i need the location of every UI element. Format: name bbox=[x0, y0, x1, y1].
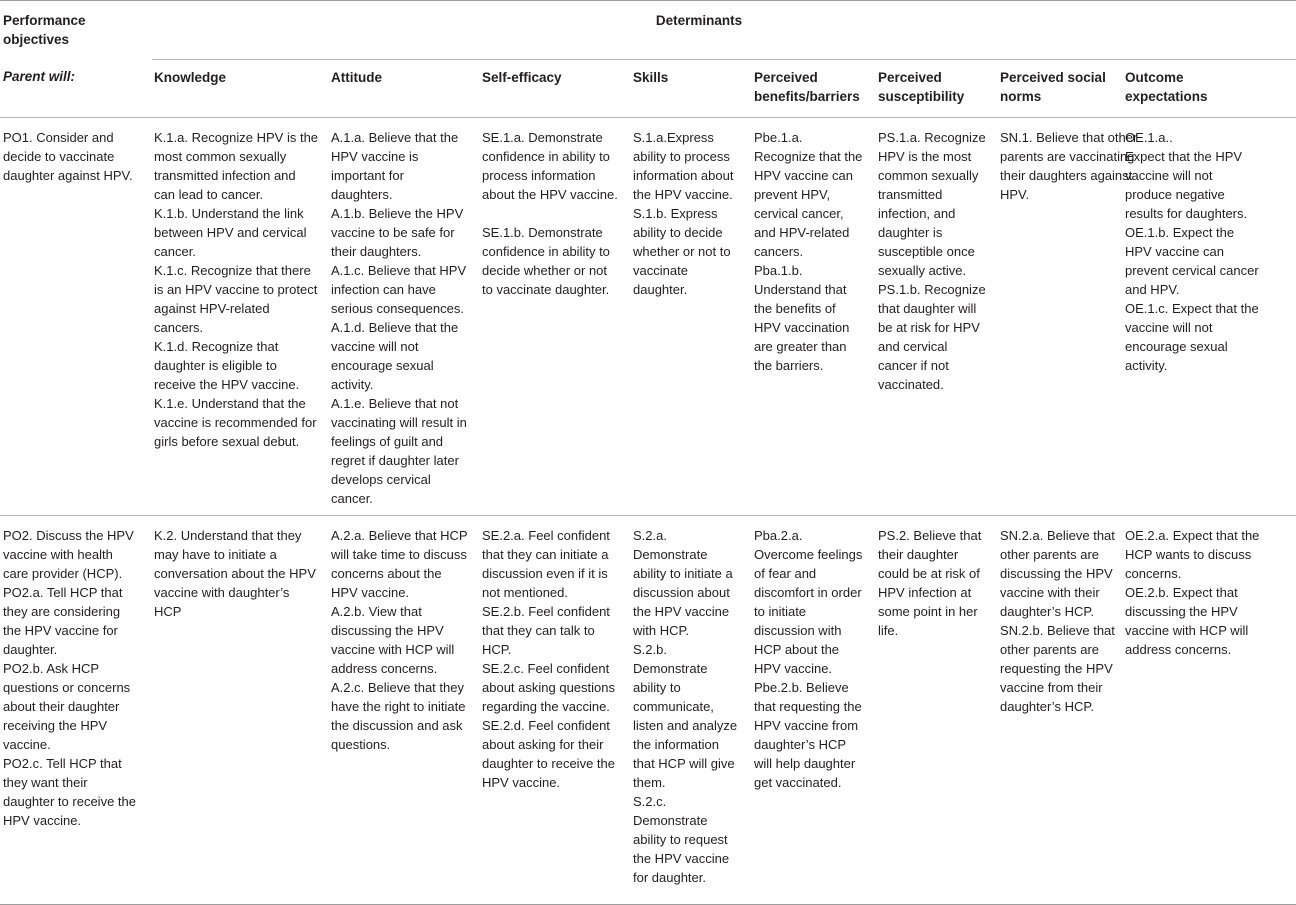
cell-line: the benefits of bbox=[754, 301, 836, 316]
cell-line: vaccine will not bbox=[1125, 320, 1213, 335]
cell-line: they are considering bbox=[3, 604, 121, 619]
cell-line: life. bbox=[878, 623, 899, 638]
cell-line: questions. bbox=[331, 737, 391, 752]
cell-line: produce negative bbox=[1125, 187, 1225, 202]
cell-line: PO2.b. Ask HCP bbox=[3, 661, 100, 676]
cell-line: the HPV vaccine bbox=[633, 604, 730, 619]
cell-line: daughter. bbox=[633, 282, 688, 297]
cell-line: the HPV vaccine. bbox=[633, 187, 733, 202]
cell-line: cancer. bbox=[154, 244, 196, 259]
cell-line: discussing the HPV bbox=[331, 623, 444, 638]
cell-line: information about bbox=[633, 168, 734, 183]
self-efficacy-cell bbox=[482, 118, 633, 516]
cell-line: Pba.2.a. bbox=[754, 528, 803, 543]
cell-line: confidence in ability to bbox=[482, 149, 610, 164]
cell-line: could be at risk of bbox=[878, 566, 980, 581]
cell-line: HCP bbox=[154, 604, 182, 619]
cell-line: A.1.c. Believe that HPV bbox=[331, 263, 467, 278]
cell-line: conversation about the HPV bbox=[154, 566, 316, 581]
cell-line: SE.1.b. Demonstrate bbox=[482, 225, 603, 240]
cell-line: A.2.b. View that bbox=[331, 604, 422, 619]
cell-line: parents are vaccinating bbox=[1000, 149, 1135, 164]
cell-line: encourage sexual bbox=[331, 358, 434, 373]
outcome-expectations-header: Outcome expectations bbox=[1125, 59, 1296, 118]
cell-line: vaccine from their bbox=[1000, 680, 1103, 695]
cell-line: activity. bbox=[1125, 358, 1168, 373]
cell-line: the HPV vaccine for bbox=[3, 623, 118, 638]
susceptibility-cell bbox=[878, 516, 1000, 905]
cell-line: requesting the HPV bbox=[1000, 661, 1113, 676]
cell-line: will take time to discuss bbox=[331, 547, 467, 562]
cell-line: SN.1. Believe that other bbox=[1000, 130, 1138, 145]
cell-line: SE.2.d. Feel confident bbox=[482, 718, 610, 733]
cell-line: decide whether or not bbox=[482, 263, 608, 278]
cell-line: HCP about the bbox=[754, 642, 840, 657]
cell-line: may have to initiate a bbox=[154, 547, 277, 562]
cell-line: for daughter. bbox=[633, 870, 706, 885]
cell-line: cancer. bbox=[331, 491, 373, 506]
cell-line: discussion even if it is bbox=[482, 566, 608, 581]
cell-line: most common sexually bbox=[154, 149, 287, 164]
social-norms-cell bbox=[1000, 118, 1138, 516]
cell-line: between HPV and cervical bbox=[154, 225, 307, 240]
cell-line: to initiate bbox=[754, 604, 807, 619]
cell-line: transmitted infection and bbox=[154, 168, 296, 183]
cell-line: S.1.b. Express bbox=[633, 206, 718, 221]
cell-line: the discussion and ask bbox=[331, 718, 463, 733]
cell-line: S.2.a. bbox=[633, 528, 667, 543]
cell-line: and HPV-related bbox=[754, 225, 850, 240]
cell-line: A.1.e. Believe that not bbox=[331, 396, 459, 411]
cell-line: A.1.d. Believe that the bbox=[331, 320, 459, 335]
cell-line: K.1.b. Understand the link bbox=[154, 206, 304, 221]
cell-line: some point in her bbox=[878, 604, 978, 619]
cell-line: PO1. Consider and bbox=[3, 130, 114, 145]
benefits-barriers-cell bbox=[754, 118, 878, 516]
cell-line: address concerns. bbox=[331, 661, 438, 676]
cell-line: SE.2.a. Feel confident bbox=[482, 528, 610, 543]
cell-line: daughter against HPV. bbox=[3, 168, 133, 183]
cell-line: their daughters against bbox=[1000, 168, 1133, 183]
perceived-susceptibility-header: Perceived susceptibility bbox=[878, 59, 1000, 118]
cell-line: Pbe.1.a. bbox=[754, 130, 803, 145]
cell-line: cervical cancer, bbox=[754, 206, 844, 221]
cell-line: Demonstrate bbox=[633, 813, 708, 828]
cell-line: to vaccinate daughter. bbox=[482, 282, 610, 297]
cell-line: vaccinate bbox=[633, 263, 688, 278]
cell-line: K.1.e. Understand that the bbox=[154, 396, 306, 411]
cell-line: daughter is eligible to bbox=[154, 358, 277, 373]
cell-line: HPV vaccine from bbox=[754, 718, 859, 733]
cell-line: A.2.c. Believe that they bbox=[331, 680, 464, 695]
cell-line: them. bbox=[633, 775, 666, 790]
cell-line: daughter’s HCP. bbox=[1000, 699, 1094, 714]
cell-line: OE.1.a.. bbox=[1125, 130, 1173, 145]
cell-line: important for bbox=[331, 168, 404, 183]
cell-line: ability to bbox=[633, 680, 681, 695]
table-row bbox=[0, 118, 1296, 516]
skills-header: Skills bbox=[633, 59, 754, 118]
cell-line: Overcome feelings bbox=[754, 547, 863, 562]
cell-line: develops cervical bbox=[331, 472, 431, 487]
cell-line: Pba.1.b. bbox=[754, 263, 803, 278]
cell-line: that daughter will bbox=[878, 301, 977, 316]
cell-line: concerns. bbox=[1125, 566, 1182, 581]
cell-line: and cervical bbox=[878, 339, 948, 354]
cell-line: K.1.a. Recognize HPV is the bbox=[154, 130, 319, 145]
cell-line: OE.2.a. Expect that the bbox=[1125, 528, 1260, 543]
susceptibility-cell bbox=[878, 118, 1000, 516]
cell-line: SN.2.b. Believe that bbox=[1000, 623, 1115, 638]
cell-line: prevent cervical cancer bbox=[1125, 263, 1259, 278]
cell-line: OE.2.b. Expect that bbox=[1125, 585, 1238, 600]
cell-line: infection can have bbox=[331, 282, 436, 297]
cell-line: SE.1.a. Demonstrate bbox=[482, 130, 603, 145]
cell-line: cancers. bbox=[154, 320, 204, 335]
cell-line: whether or not to bbox=[633, 244, 731, 259]
cell-line: transmitted bbox=[878, 187, 943, 202]
cell-line: OE.1.c. Expect that the bbox=[1125, 301, 1259, 316]
cell-line: PS.2. Believe that bbox=[878, 528, 982, 543]
cell-line: HPV vaccine can bbox=[754, 168, 853, 183]
cell-line: are greater than bbox=[754, 339, 847, 354]
cell-line: S.2.c. bbox=[633, 794, 667, 809]
cell-line: discomfort in order bbox=[754, 585, 862, 600]
cell-line: HPV infection at bbox=[878, 585, 972, 600]
cell-line: cancer if not bbox=[878, 358, 949, 373]
table-row bbox=[0, 516, 1296, 905]
cell-line: vaccinating will result in bbox=[331, 415, 467, 430]
cell-line: the HPV vaccine bbox=[633, 851, 730, 866]
cell-line: other parents are bbox=[1000, 547, 1100, 562]
perceived-social-norms-header: Perceived social norms bbox=[1000, 59, 1125, 118]
cell-line: HPV vaccine. bbox=[482, 775, 561, 790]
cell-line: HPV is the most bbox=[878, 149, 972, 164]
cell-line: HPV. bbox=[1000, 187, 1030, 202]
cell-line: the barriers. bbox=[754, 358, 824, 373]
cell-line: confidence in ability to bbox=[482, 244, 610, 259]
cell-line: Demonstrate bbox=[633, 661, 708, 676]
cell-line: Pbe.2.b. Believe bbox=[754, 680, 849, 695]
cell-line: Expect that the HPV bbox=[1125, 149, 1243, 164]
cell-line: regret if daughter later bbox=[331, 453, 459, 468]
cell-line: PO2.a. Tell HCP that bbox=[3, 585, 123, 600]
cell-line: ability to process bbox=[633, 149, 730, 164]
cell-line: PO2. Discuss the HPV bbox=[3, 528, 134, 543]
cell-line bbox=[482, 204, 633, 223]
determinants-header: Determinants bbox=[152, 1, 1296, 60]
cell-line: Recognize that the bbox=[754, 149, 863, 164]
performance-objectives-header: Performance objectives bbox=[0, 1, 152, 60]
cell-line: PS.1.b. Recognize bbox=[878, 282, 986, 297]
cell-line: process information bbox=[482, 168, 596, 183]
objective-cell bbox=[0, 118, 152, 516]
cell-line: discussing the HPV bbox=[1000, 566, 1113, 581]
attitude-cell bbox=[331, 516, 482, 905]
cell-line: listen and analyze bbox=[633, 718, 738, 733]
attitude-header: Attitude bbox=[331, 59, 482, 118]
cell-line: that requesting the bbox=[754, 699, 862, 714]
cell-line: the information bbox=[633, 737, 719, 752]
cell-line: prevent HPV, bbox=[754, 187, 831, 202]
self-efficacy-cell bbox=[482, 516, 633, 905]
cell-line: HPV vaccine. bbox=[3, 813, 82, 828]
cell-line: other parents are bbox=[1000, 642, 1100, 657]
cell-line: HCP. bbox=[482, 642, 512, 657]
cell-line: serious consequences. bbox=[331, 301, 464, 316]
cell-line: concerns about the bbox=[331, 566, 442, 581]
cell-line: encourage sexual bbox=[1125, 339, 1228, 354]
cell-line: A.1.b. Believe the HPV bbox=[331, 206, 464, 221]
objective-cell bbox=[0, 516, 152, 905]
cell-line: cancers. bbox=[754, 244, 804, 259]
cell-line: vaccine with HCP will bbox=[1125, 623, 1249, 638]
cell-line: A.1.a. Believe that the bbox=[331, 130, 459, 145]
cell-line: results for daughters. bbox=[1125, 206, 1248, 221]
cell-line: PS.1.a. Recognize bbox=[878, 130, 986, 145]
cell-line: daughter. bbox=[3, 642, 58, 657]
cell-line: girls before sexual debut. bbox=[154, 434, 300, 449]
parent-will-header: Parent will: bbox=[3, 69, 76, 84]
cell-line: receive the HPV vaccine. bbox=[154, 377, 300, 392]
outcome-cell bbox=[1125, 516, 1296, 905]
cell-line: HCP wants to discuss bbox=[1125, 547, 1252, 562]
cell-line: regarding the vaccine. bbox=[482, 699, 610, 714]
knowledge-cell bbox=[152, 118, 331, 516]
cell-line: S.2.b. bbox=[633, 642, 667, 657]
cell-line: is an HPV vaccine to protect bbox=[154, 282, 318, 297]
cell-line: sexually active. bbox=[878, 263, 967, 278]
cell-line: that HCP will give bbox=[633, 756, 735, 771]
cell-line: ability to decide bbox=[633, 225, 723, 240]
cell-line: will help daughter bbox=[754, 756, 856, 771]
cell-line: vaccine with their bbox=[1000, 585, 1100, 600]
knowledge-cell bbox=[152, 516, 331, 905]
cell-line: vaccine with daughter’s bbox=[154, 585, 290, 600]
cell-line: ability to initiate a bbox=[633, 566, 733, 581]
cell-line: that they can initiate a bbox=[482, 547, 609, 562]
header-row-2 bbox=[0, 59, 1296, 118]
cell-line: vaccine is recommended for bbox=[154, 415, 317, 430]
benefits-barriers-cell bbox=[754, 516, 878, 905]
cell-line: not mentioned. bbox=[482, 585, 569, 600]
cell-line: vaccine will not bbox=[331, 339, 419, 354]
cell-line: SN.2.a. Believe that bbox=[1000, 528, 1115, 543]
cell-line: about their daughter bbox=[3, 699, 120, 714]
cell-line: about asking questions bbox=[482, 680, 615, 695]
cell-line: K.1.c. Recognize that there bbox=[154, 263, 311, 278]
cell-line: HPV vaccine. bbox=[331, 585, 410, 600]
cell-line: daughter to receive the bbox=[3, 794, 136, 809]
cell-line: HPV vaccination bbox=[754, 320, 850, 335]
self-efficacy-header: Self-efficacy bbox=[482, 59, 633, 118]
cell-line: about the HPV vaccine. bbox=[482, 187, 618, 202]
cell-line: of fear and bbox=[754, 566, 817, 581]
cell-line: discussion with bbox=[754, 623, 842, 638]
cell-line: with HCP. bbox=[633, 623, 690, 638]
cell-line: be at risk for HPV bbox=[878, 320, 980, 335]
cell-line: HPV vaccine is bbox=[331, 149, 419, 164]
cell-line: daughter is bbox=[878, 225, 943, 240]
cell-line: decide to vaccinate bbox=[3, 149, 115, 164]
cell-line: SE.2.b. Feel confident bbox=[482, 604, 610, 619]
cell-line: that they can talk to bbox=[482, 623, 595, 638]
cell-line: K.2. Understand that they bbox=[154, 528, 302, 543]
knowledge-header: Knowledge bbox=[152, 59, 331, 118]
cell-line: OE.1.b. Expect the bbox=[1125, 225, 1235, 240]
cell-line: receiving the HPV bbox=[3, 718, 108, 733]
cell-line: vaccine to be safe for bbox=[331, 225, 455, 240]
cell-line: vaccine with health bbox=[3, 547, 113, 562]
cell-line: ability to request bbox=[633, 832, 728, 847]
cell-line: vaccine. bbox=[3, 737, 51, 752]
skills-cell bbox=[633, 516, 754, 905]
outcome-cell bbox=[1125, 118, 1296, 516]
cell-line: SE.2.c. Feel confident bbox=[482, 661, 610, 676]
cell-line: and HPV. bbox=[1125, 282, 1180, 297]
attitude-cell bbox=[331, 118, 482, 516]
cell-line: Understand that bbox=[754, 282, 847, 297]
cell-line: have the right to initiate bbox=[331, 699, 466, 714]
cell-line: HPV vaccine. bbox=[754, 661, 833, 676]
cell-line: can lead to cancer. bbox=[154, 187, 264, 202]
cell-line: daughter to receive the bbox=[482, 756, 615, 771]
cell-line: discussion about bbox=[633, 585, 730, 600]
cell-line: about asking for their bbox=[482, 737, 604, 752]
cell-line: daughter’s HCP bbox=[754, 737, 847, 752]
cell-line: discussing the HPV bbox=[1125, 604, 1238, 619]
cell-line: vaccine will not bbox=[1125, 168, 1213, 183]
cell-line: A.2.a. Believe that HCP bbox=[331, 528, 468, 543]
cell-line: vaccinated. bbox=[878, 377, 944, 392]
cell-line: infection, and bbox=[878, 206, 956, 221]
cell-line: Demonstrate bbox=[633, 547, 708, 562]
cell-line: their daughter bbox=[878, 547, 959, 562]
cell-line: care provider (HCP). bbox=[3, 566, 123, 581]
cell-line: address concerns. bbox=[1125, 642, 1232, 657]
cell-line: communicate, bbox=[633, 699, 714, 714]
cell-line: activity. bbox=[331, 377, 374, 392]
cell-line: they want their bbox=[3, 775, 88, 790]
social-norms-cell bbox=[1000, 516, 1125, 905]
cell-line: susceptible once bbox=[878, 244, 975, 259]
cell-line: daughter’s HCP. bbox=[1000, 604, 1094, 619]
cell-line: common sexually bbox=[878, 168, 979, 183]
cell-line: HPV vaccine can bbox=[1125, 244, 1224, 259]
cell-line: feelings of guilt and bbox=[331, 434, 444, 449]
header-row-1 bbox=[0, 1, 1296, 60]
cell-line: get vaccinated. bbox=[754, 775, 842, 790]
perceived-benefits-barriers-header: Perceived benefits/barriers bbox=[754, 59, 878, 118]
cell-line: against HPV-related bbox=[154, 301, 270, 316]
cell-line: K.1.d. Recognize that bbox=[154, 339, 279, 354]
cell-line: daughters. bbox=[331, 187, 393, 202]
skills-cell bbox=[633, 118, 754, 516]
cell-line: their daughters. bbox=[331, 244, 422, 259]
cell-line: vaccine with HCP will bbox=[331, 642, 455, 657]
cell-line: S.1.a.Express bbox=[633, 130, 714, 145]
cell-line: PO2.c. Tell HCP that bbox=[3, 756, 122, 771]
cell-line: questions or concerns bbox=[3, 680, 131, 695]
